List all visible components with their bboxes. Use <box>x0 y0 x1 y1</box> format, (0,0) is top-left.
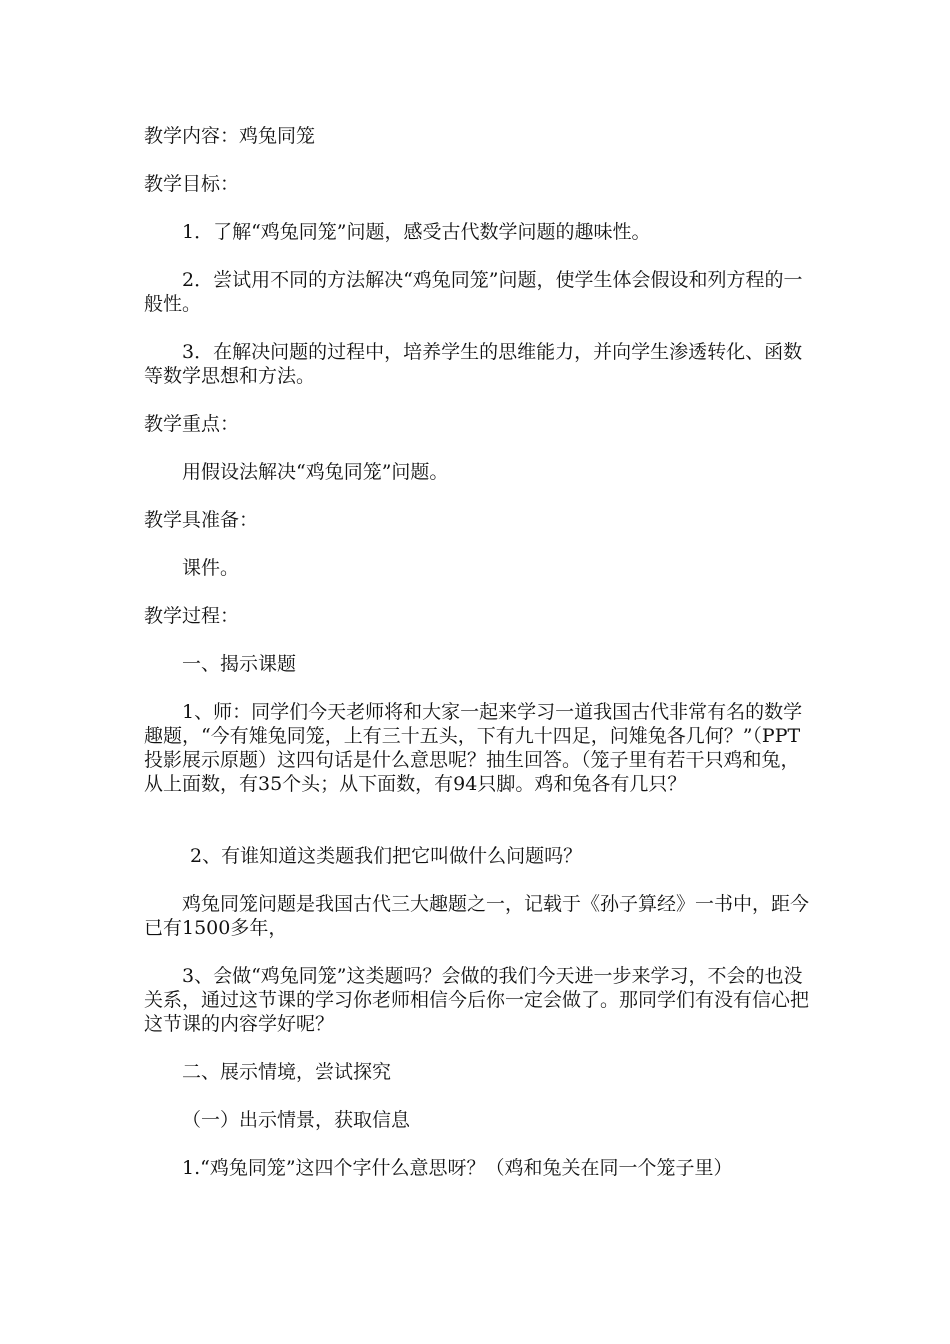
teaching-goals-heading: 教学目标： <box>144 173 240 195</box>
question-paragraph: 2、有谁知道这类题我们把它叫做什么问题吗？ <box>190 845 583 867</box>
section-1-heading: 一、揭示课题 <box>182 653 297 675</box>
materials-heading: 教学具准备： <box>144 509 259 531</box>
process-heading: 教学过程： <box>144 605 240 627</box>
key-point-text: 用假设法解决“鸡兔同笼”问题。 <box>182 461 449 483</box>
confidence-paragraph: 3、会做“鸡兔同笼”这类题吗？会做的我们今天进一步来学习，不会的也没关系，通过这节课的学习你老师相信今后你一定会做了。那同学们有没有信心把这节课的内容学好呢？ <box>144 965 810 1035</box>
subsection-1-heading: （一）出示情景，获取信息 <box>182 1109 411 1131</box>
goal-item-1: 1．了解“鸡兔同笼”问题，感受古代数学问题的趣味性。 <box>182 221 651 243</box>
history-paragraph: 鸡兔同笼问题是我国古代三大趣题之一，记载于《孙子算经》一书中，距今已有1500多年， <box>144 893 810 939</box>
meaning-question-line: 1.“鸡兔同笼”这四个字什么意思呀？（鸡和兔关在同一个笼子里） <box>182 1157 733 1179</box>
goal-item-3: 3．在解决问题的过程中，培养学生的思维能力，并向学生渗透转化、函数等数学思想和方法。 <box>144 341 803 387</box>
teaching-content-line: 教学内容：鸡兔同笼 <box>144 125 316 147</box>
section-2-heading: 二、展示情境，尝试探究 <box>182 1061 392 1083</box>
materials-text: 课件。 <box>182 557 240 579</box>
key-point-heading: 教学重点： <box>144 413 240 435</box>
goal-item-2: 2．尝试用不同的方法解决“鸡兔同笼”问题，使学生体会假设和列方程的一般性。 <box>144 269 803 315</box>
teacher-intro-paragraph: 1、师：同学们今天老师将和大家一起来学习一道我国古代非常有名的数学趣题，“今有雉兔同笼，上有三十五头，下有九十四足，问雉兔各几何？”（PPT投影展示原题）这四句话是什么意思呢？抽生回答。（笼子里有若干只鸡和兔，从上面数，有35个头；从下面数，有94只脚。鸡和兔各有几只？ <box>144 701 803 795</box>
